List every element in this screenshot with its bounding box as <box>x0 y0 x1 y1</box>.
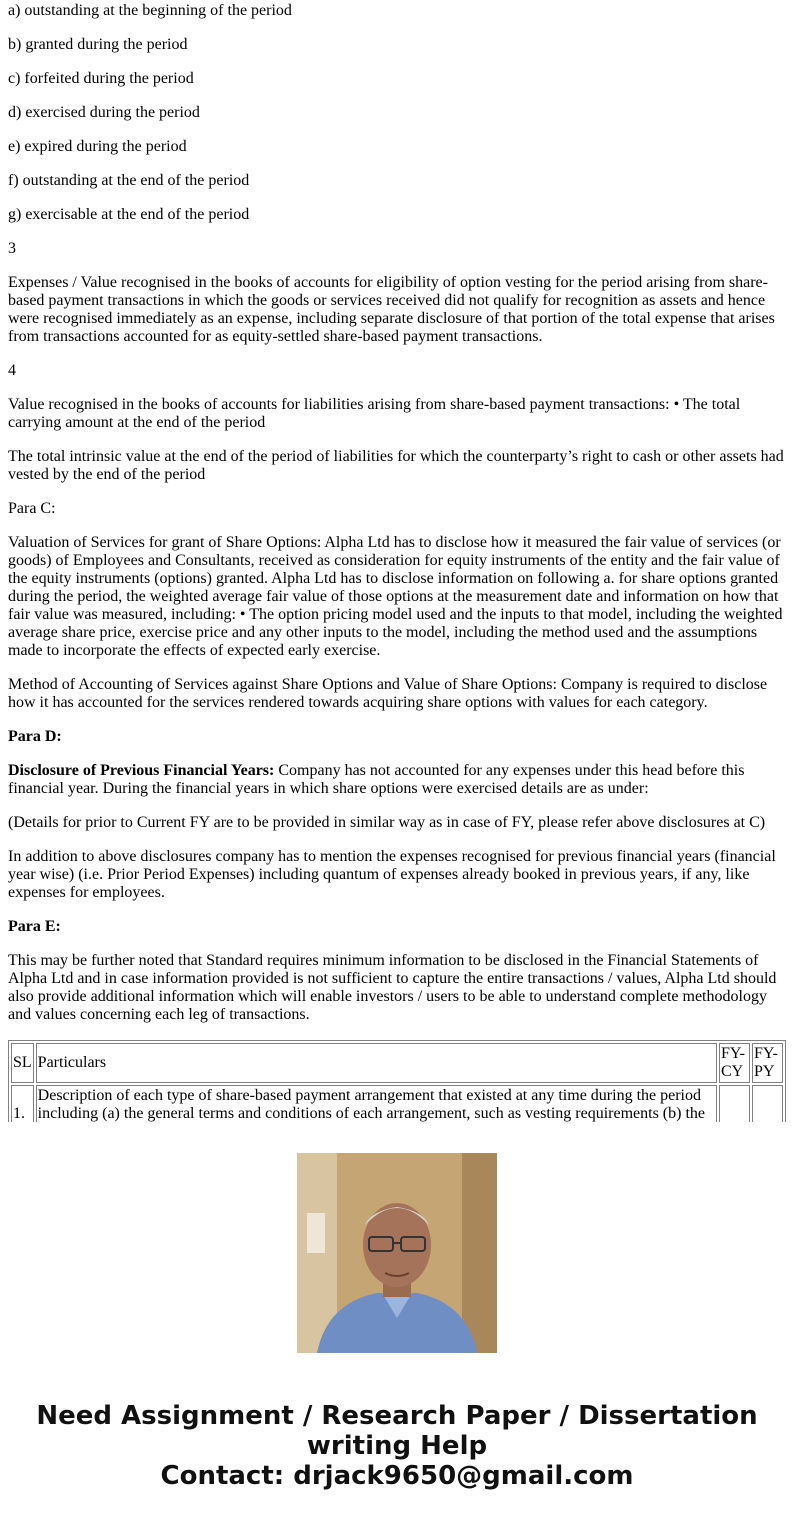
list-item-d: d) exercised during the period <box>8 104 200 121</box>
section-number-3: 3 <box>8 240 16 257</box>
header-fy-py: FY-PY <box>752 1043 783 1083</box>
header-sl: SL <box>11 1043 34 1083</box>
para-e-heading-wrap <box>8 918 786 936</box>
paragraph-expenses: Expenses / Value recognised in the books of accounts for eligibility of option vesting for the period arising from share-based payment transactions in which the goods or services received did not qualify for recognition as assets and hence were recognised immediately as an expense, including separate disclosure of that portion of the total expense that arises from transactions accounted for as equity-settled share-based payment transactions. <box>8 274 775 345</box>
list-item-e: e) expired during the period <box>8 138 187 155</box>
paragraph-prior-period: In addition to above disclosures company has to mention the expenses recognised for previous financial years (financial year wise) (i.e. Prior Period Expenses) including quantum of expenses already booked in previous years, if any, like expenses for employees. <box>8 848 776 901</box>
list-item-b: b) granted during the period <box>8 36 188 53</box>
promo-line-2: writing Help <box>306 1431 488 1461</box>
table-header-row <box>11 1043 783 1083</box>
previous-years-label: Disclosure of Previous Financial Years: <box>8 762 275 779</box>
promo-line-1: Need Assignment / Research Paper / Dissertation <box>36 1401 758 1431</box>
header-particulars: Particulars <box>36 1043 717 1083</box>
paragraph-accounting-method: Method of Accounting of Services against Share Options and Value of Share Options: Company is required to disclose how it has accounted for the services rendered towards acquiring share options with values for each category. <box>8 676 768 711</box>
row-particulars: Description of each type of share-based payment arrangement that existed at any time during the period including (a) the general terms and conditions of each arrangement, such as vesting requirements (b) the <box>36 1085 717 1143</box>
paragraph-previous-years <box>8 762 786 798</box>
document-body <box>8 0 786 1146</box>
avatar <box>297 1153 497 1353</box>
paragraph-liabilities: Value recognised in the books of accounts for liabilities arising from share-based payment transactions: • The total carrying amount at the end of the period <box>8 396 741 431</box>
paragraph-details-note: (Details for prior to Current FY are to be provided in similar way as in case of FY, please refer above disclosures at C) <box>8 814 766 831</box>
promo-text <box>0 1401 794 1491</box>
previous-years-text: Company has not accounted for any expenses under this head before this financial year. During the financial years in which share options were exercised details are as under: <box>8 762 745 797</box>
promo-banner <box>0 1122 794 1523</box>
contact-email-link[interactable]: Contact: drjack9650@gmail.com <box>160 1461 634 1491</box>
list-item-a: a) outstanding at the beginning of the period <box>8 2 292 19</box>
section-number-4: 4 <box>8 362 16 379</box>
header-fy-cy: FY-CY <box>719 1043 750 1083</box>
para-d-heading-wrap <box>8 728 786 746</box>
para-e-heading: Para E: <box>8 918 61 935</box>
person-portrait-icon <box>297 1153 497 1353</box>
paragraph-minimum-info: This may be further noted that Standard requires minimum information to be disclosed in the Financial Statements of Alpha Ltd and in case information provided is not sufficient to capture the entire transactions / values, Alpha Ltd should also provide additional information which will enable investors / users to be able to understand complete methodology and values concerning each leg of transactions. <box>8 952 777 1023</box>
list-item-f: f) outstanding at the end of the period <box>8 172 250 189</box>
row-sl: 1. <box>11 1085 34 1143</box>
list-item-c: c) forfeited during the period <box>8 70 194 87</box>
list-item-g: g) exercisable at the end of the period <box>8 206 250 223</box>
para-c-heading: Para C: <box>8 500 56 517</box>
paragraph-valuation: Valuation of Services for grant of Share Options: Alpha Ltd has to disclose how it measured the fair value of services (or goods) of Employees and Consultants, received as consideration for equity instruments of the entity and the fair value of the equity instruments (options) granted. Alpha Ltd has to disclose information on following a. for share options granted during the period, the weighted average fair value of those options at the measurement date and information on how that fair value was measured, including: • The option pricing model used and the inputs to that model, including the weighted average share price, exercise price and any other inputs to the model, including the method used and the assumptions made to incorporate the effects of expected early exercise. <box>8 534 783 659</box>
paragraph-intrinsic-value: The total intrinsic value at the end of the period of liabilities for which the counterparty’s right to cash or other assets had vested by the end of the period <box>8 448 784 483</box>
para-d-heading: Para D: <box>8 728 62 745</box>
